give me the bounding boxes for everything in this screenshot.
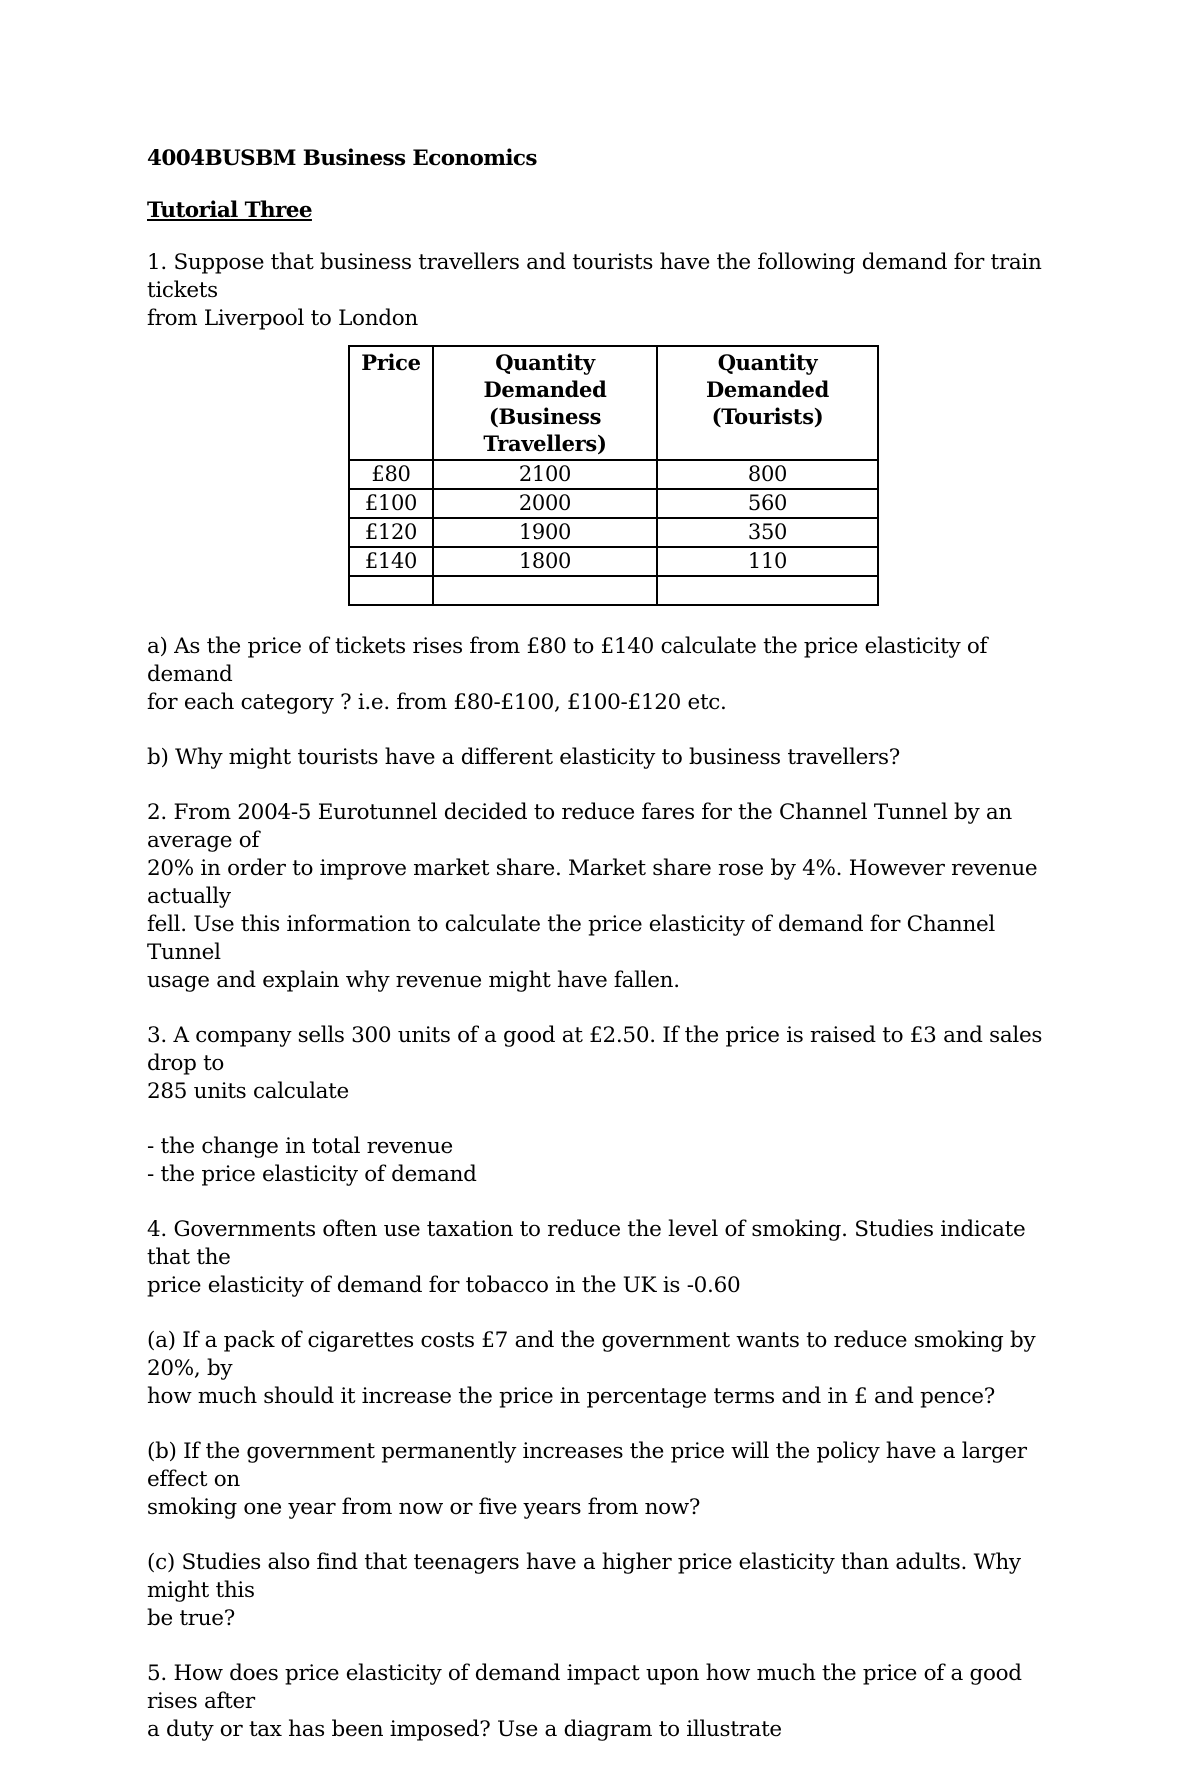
tutorial-title: Tutorial Three [147, 198, 312, 223]
question-3-bullet: - the price elasticity of demand [147, 1162, 477, 1187]
cell-tourists [657, 576, 878, 605]
question-5-line: 5. How does price elasticity of demand impact upon how much the price of a good rises after [147, 1661, 1022, 1714]
header-price: Price [349, 346, 433, 460]
question-4c-line: (c) Studies also find that teenagers have a higher price elasticity than adults. Why might this [147, 1550, 1021, 1603]
question-4a-line: (a) If a pack of cigarettes costs £7 and the government wants to reduce smoking by 20%, by [147, 1328, 1036, 1381]
question-2-line: 20% in order to improve market share. Market share rose by 4%. However revenue actually [147, 856, 1038, 909]
question-3-line: 285 units calculate [147, 1079, 349, 1104]
table-row [349, 489, 878, 518]
question-1a-line-1: a) As the price of tickets rises from £80 to £140 calculate the price elasticity of demand [147, 634, 988, 687]
cell-price: £80 [349, 460, 433, 489]
cell-price: £120 [349, 518, 433, 547]
question-4a [147, 1327, 1067, 1411]
question-2-line: 2. From 2004-5 Eurotunnel decided to reduce fares for the Channel Tunnel by an average of [147, 800, 1012, 853]
question-5 [147, 1660, 1067, 1744]
demand-table [348, 345, 879, 606]
table-row [349, 460, 878, 489]
question-2 [147, 799, 1067, 995]
question-4b-line: (b) If the government permanently increases the price will the policy have a larger effect on [147, 1439, 1027, 1492]
cell-business: 1900 [433, 518, 657, 547]
question-3-bullets [147, 1133, 1067, 1189]
question-4a-line: how much should it increase the price in percentage terms and in £ and pence? [147, 1384, 995, 1409]
question-1-intro-line-2: from Liverpool to London [147, 306, 418, 331]
cell-business: 2100 [433, 460, 657, 489]
question-4 [147, 1216, 1067, 1300]
header-business-travellers: Quantity Demanded (Business Travellers) [433, 346, 657, 460]
question-4b-line: smoking one year from now or five years from now? [147, 1495, 701, 1520]
question-3-line: 3. A company sells 300 units of a good at £2.50. If the price is raised to £3 and sales drop to [147, 1023, 1043, 1076]
question-1-intro-line-1: 1. Suppose that business travellers and tourists have the following demand for train tickets [147, 250, 1042, 303]
cell-tourists: 800 [657, 460, 878, 489]
question-3 [147, 1022, 1067, 1106]
table-row-empty [349, 576, 878, 605]
cell-price [349, 576, 433, 605]
cell-business: 1800 [433, 547, 657, 576]
question-4-line: price elasticity of demand for tobacco in the UK is -0.60 [147, 1273, 741, 1298]
cell-business: 2000 [433, 489, 657, 518]
table-row [349, 518, 878, 547]
question-1-intro [147, 249, 1067, 333]
question-4c [147, 1549, 1067, 1633]
question-4-line: 4. Governments often use taxation to reduce the level of smoking. Studies indicate that the [147, 1217, 1026, 1270]
course-title: 4004BUSBM Business Economics [147, 146, 537, 171]
table-row [349, 547, 878, 576]
document-page [147, 145, 1067, 1771]
cell-tourists: 350 [657, 518, 878, 547]
question-1a-line-2: for each category ? i.e. from £80-£100, £100-£120 etc. [147, 690, 727, 715]
question-2-line: fell. Use this information to calculate the price elasticity of demand for Channel Tunnel [147, 912, 995, 965]
question-5-line: a duty or tax has been imposed? Use a diagram to illustrate [147, 1717, 782, 1742]
header-tourists: Quantity Demanded (Tourists) [657, 346, 878, 460]
question-3-bullet: - the change in total revenue [147, 1134, 453, 1159]
question-1a [147, 633, 1067, 717]
question-1b: b) Why might tourists have a different elasticity to business travellers? [147, 745, 900, 770]
cell-business [433, 576, 657, 605]
cell-price: £100 [349, 489, 433, 518]
cell-price: £140 [349, 547, 433, 576]
question-2-line: usage and explain why revenue might have fallen. [147, 968, 680, 993]
table-header-row [349, 346, 878, 460]
question-4c-line: be true? [147, 1606, 235, 1631]
question-4b [147, 1438, 1067, 1522]
cell-tourists: 560 [657, 489, 878, 518]
cell-tourists: 110 [657, 547, 878, 576]
